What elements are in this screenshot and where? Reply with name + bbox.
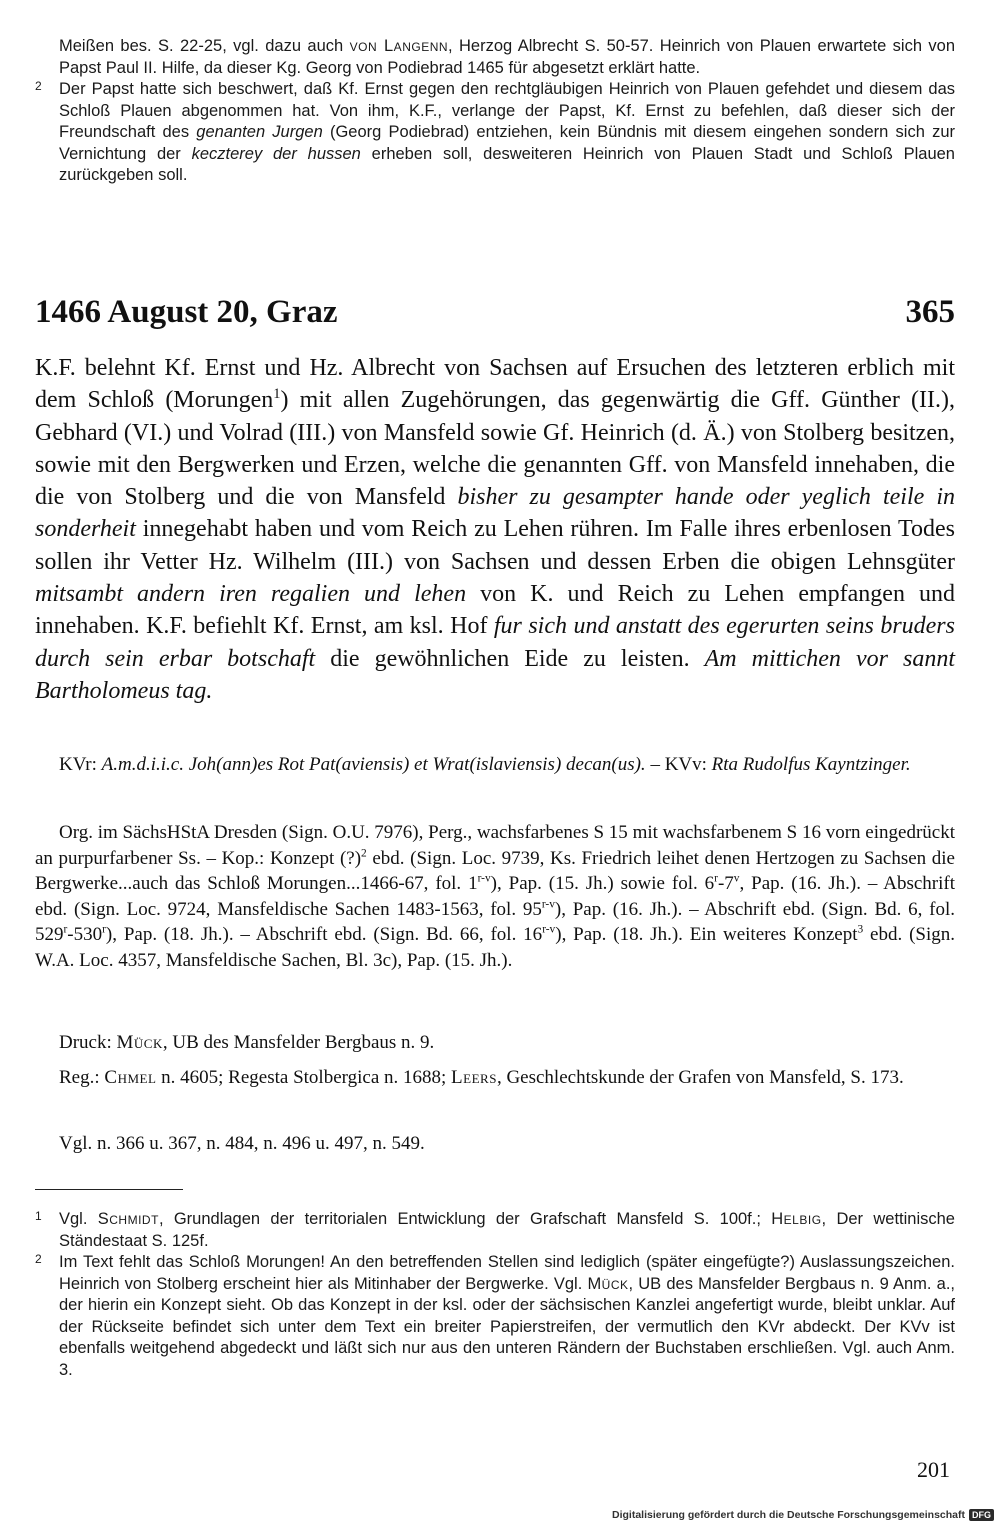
digitization-credit	[612, 1509, 994, 1521]
footnote-1: 1 Vgl. Schmidt, Grundlagen der territorialen Entwicklung der Grafschaft Mansfeld S. 100f.; Helbig, Der wettinische Ständestaat S. 125f.	[35, 1209, 955, 1250]
vgl-line: Vgl. n. 366 u. 367, n. 484, n. 496 u. 497, n. 549.	[59, 1133, 425, 1154]
druck-line: Druck: Mück, UB des Mansfelder Bergbaus n. 9.	[59, 1032, 435, 1053]
bottom-footnotes	[35, 1209, 955, 1381]
entry-date-place: 1466 August 20, Graz	[35, 294, 338, 330]
page-number: 201	[917, 1457, 950, 1482]
regest-text: K.F. belehnt Kf. Ernst und Hz. Albrecht von Sachsen auf Ersuchen des letzteren erblich mit dem Schloß (Morungen$^1$) mit allen Zugehörungen, das gegenwärtig die Gff. Günther (II.), Gebhard (VI.) und Volrad (III.) von Mansfeld sowie Gf. Heinrich (d. Ä.) von Stolberg besitzen, sowie mit den Bergwerken und Erzen, welche die genannten Gff. von Mansfeld innehaben, die die von Stolberg und die von Mansfeld bisher zu gesampter hande oder yeglich teile in sonderheit innegehabt haben und vom Reich zu Lehen rühren. Im Falle ihres erbenlosen Todes sollen ihr Vetter Hz. Wilhelm (III.) von Sachsen und dessen Erben die obigen Lehnsgüter mitsambt andern iren regalien und lehen von K. und Reich zu Lehen empfangen und innehaben. K.F. befiehlt Kf. Ernst, am ksl. Hof fur sich und anstatt des egerurten seins bruders durch sein erbar botschaft die gewöhnlichen Eide zu leisten. Am mittichen vor sannt Bartholomeus tag.	[35, 355, 955, 704]
dfg-logo-icon: DFG	[969, 1509, 994, 1521]
footnote-2: 2 Im Text fehlt das Schloß Morungen! An den betreffenden Stellen sind lediglich (später eingefügte?) Auslassungszeichen. Heinrich von Stolberg erscheint hier als Mitinhaber der Bergwerke. Vgl. Mück, UB des Mansfelder Bergbaus n. 9 Anm. a., der hierin ein Konzept sieht. Ob das Konzept in der ksl. oder der sächsischen Kanzlei angefertigt wurde, bleibt unklar. Auf der Rückseite befindet sich unter dem Text ein breiter Papierstreifen, der vermutlich den KVr abdeckt. Der KVv ist ebenfalls weitgehend abgedeckt und läßt sich nur aus den unteren Rändern der Buchstaben erschließen. Vgl. auch Anm. 3.	[35, 1252, 955, 1379]
footnote-2-top: 2 Der Papst hatte sich beschwert, daß Kf. Ernst gegen den rechtgläubigen Heinrich von Plauen gefehdet und diesem das Schloß Plauen abgenommen hat. Von ihm, K.F., verlange der Papst, Kf. Ernst zu befehlen, daß dieser sich der Freundschaft des genanten Jurgen (Georg Podiebrad) entziehen, kein Bündnis mit diesem eingehen sondern sich zur Vernichtung der keczterey der hussen erheben soll, desweiteren Heinrich von Plauen Stadt und Schloß Plauen zurückgeben soll.	[35, 79, 955, 184]
entry-number: 365	[905, 294, 955, 330]
overlieferung: Org. im SächsHStA Dresden (Sign. O.U. 7976), Perg., wachsfarbenes S 15 mit wachsfarbenem S 16 vorn eingedrückt an purpurfarbener Ss. – Kop.: Konzept (?)$^2$ ebd. (Sign. Loc. 9739, Ks. Friedrich leihet denen Hertzogen zu Sachsen die Bergwerke...auch das Schloß Morungen...1466-67, fol. 1$^{r-v}$), Pap. (15. Jh.) sowie fol. 6$^r$-7$^v$, Pap. (16. Jh.). – Abschrift ebd. (Sign. Loc. 9724, Mansfeldische Sachen 1483-1563, fol. 95$^{r-v}$), Pap. (16. Jh.). – Abschrift ebd. (Sign. Bd. 6, fol. 529$^r$-530$^r$), Pap. (18. Jh.). – Abschrift ebd. (Sign. Bd. 66, fol. 16$^{r-v}$), Pap. (18. Jh.). Ein weiteres Konzept$^3$ ebd. (Sign. W.A. Loc. 4357, Mansfeldische Sachen, Bl. 3c), Pap. (15. Jh.).	[35, 822, 955, 971]
credit-text: Digitalisierung gefördert durch die Deutsche Forschungsgemeinschaft	[612, 1509, 965, 1521]
kanzlei-vermerke: KVr: A.m.d.i.i.c. Joh(ann)es Rot Pat(aviensis) et Wrat(islaviensis) decan(us). – KVv: Rta Rudolfus Kayntzinger.	[59, 754, 911, 775]
top-footnotes	[35, 36, 955, 187]
footnote-continuation: Meißen bes. S. 22-25, vgl. dazu auch von Langenn, Herzog Albrecht S. 50-57. Heinrich von Plauen erwartete sich von Papst Paul II. Hilfe, da dieser Kg. Georg von Podiebrad 1465 für abgesetzt erklärt hatte.	[59, 37, 956, 77]
regesten-line: Reg.: Chmel n. 4605; Regesta Stolbergica n. 1688; Leers, Geschlechtskunde der Grafen von Mansfeld, S. 173.	[59, 1067, 904, 1088]
footnote-divider	[35, 1189, 183, 1190]
entry-heading	[35, 294, 955, 334]
